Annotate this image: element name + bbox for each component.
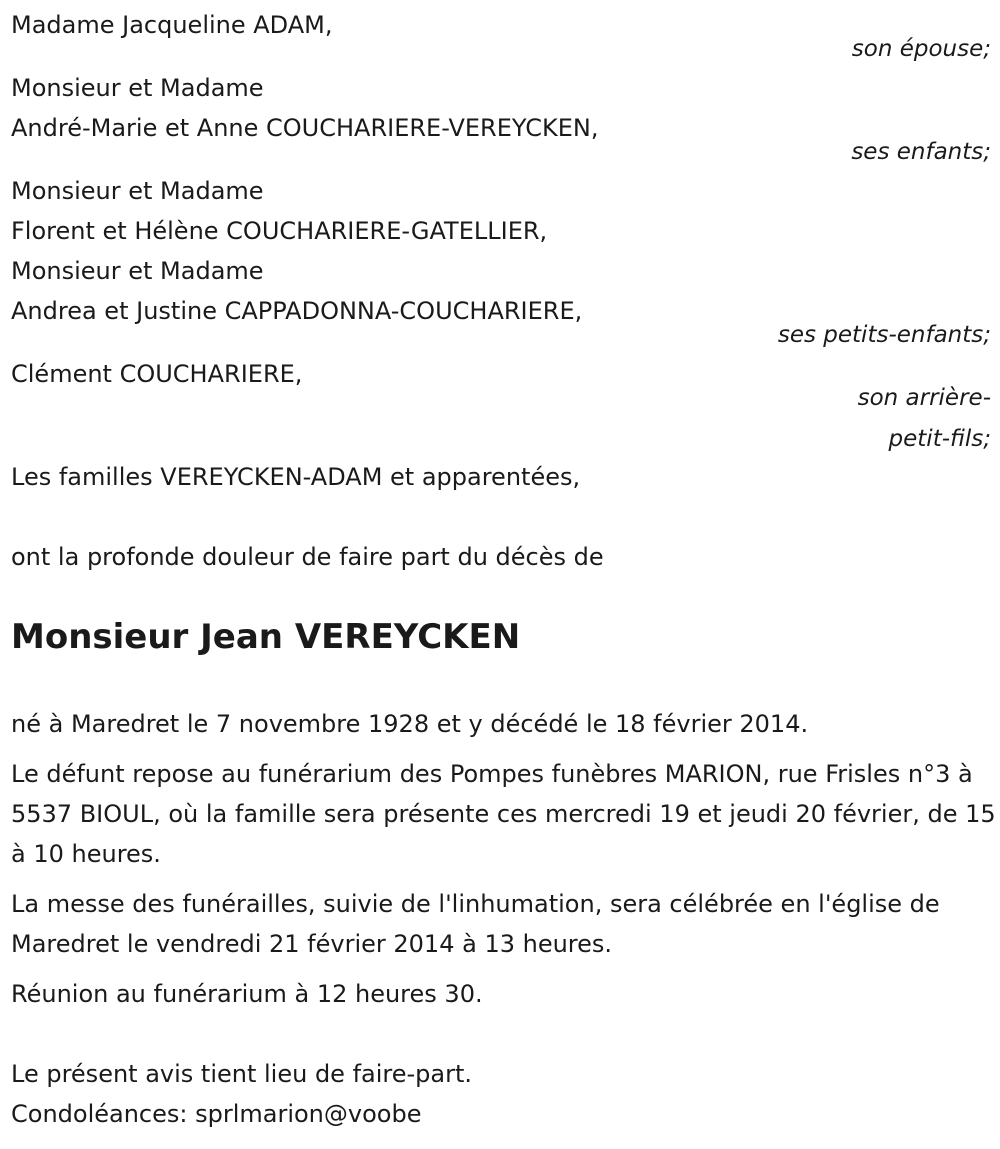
grandchildren-title-1: Monsieur et Madame	[11, 177, 264, 205]
announcement-line: ont la profonde douleur de faire part du décès de	[11, 543, 604, 571]
condolences-line: Condoléances: sprlmarion@voobe	[11, 1100, 422, 1128]
children-role: ses enfants;	[851, 139, 991, 165]
spouse-role: son épouse;	[851, 36, 991, 62]
grandchildren-role: ses petits-enfants;	[777, 322, 991, 348]
funeral-home-paragraph: Le défunt repose au funérarium des Pompes funèbres MARION, rue Frisles n°3 à 5537 BIOUL, où la famille sera présente ces mercredi 19 et jeudi 20 février, de 15 à 10 heures.	[11, 760, 996, 868]
grandchildren-names-2: Andrea et Justine CAPPADONNA-COUCHARIERE,	[11, 297, 583, 325]
children-title: Monsieur et Madame	[11, 74, 264, 102]
great-grandchild-role-1: son arrière-	[857, 385, 991, 411]
great-grandchild-role-2: petit-fils;	[888, 426, 991, 452]
great-grandchild-name: Clément COUCHARIERE,	[11, 360, 303, 388]
deceased-name: Monsieur Jean VEREYCKEN	[11, 617, 521, 657]
children-names: André-Marie et Anne COUCHARIERE-VEREYCKEN,	[11, 114, 599, 142]
spouse-name: Madame Jacqueline ADAM,	[11, 11, 333, 39]
relatives-line: Les familles VEREYCKEN-ADAM et apparentées,	[11, 463, 581, 491]
birth-death-paragraph: né à Maredret le 7 novembre 1928 et y décédé le 18 février 2014.	[11, 710, 809, 738]
meeting-paragraph: Réunion au funérarium à 12 heures 30.	[11, 980, 483, 1008]
mass-paragraph: La messe des funérailles, suivie de l'linhumation, sera célébrée en l'église de Maredret le vendredi 21 février 2014 à 13 heures.	[11, 890, 940, 958]
notice-line: Le présent avis tient lieu de faire-part.	[11, 1060, 473, 1088]
grandchildren-names-1: Florent et Hélène COUCHARIERE-GATELLIER,	[11, 217, 548, 245]
grandchildren-title-2: Monsieur et Madame	[11, 257, 264, 285]
